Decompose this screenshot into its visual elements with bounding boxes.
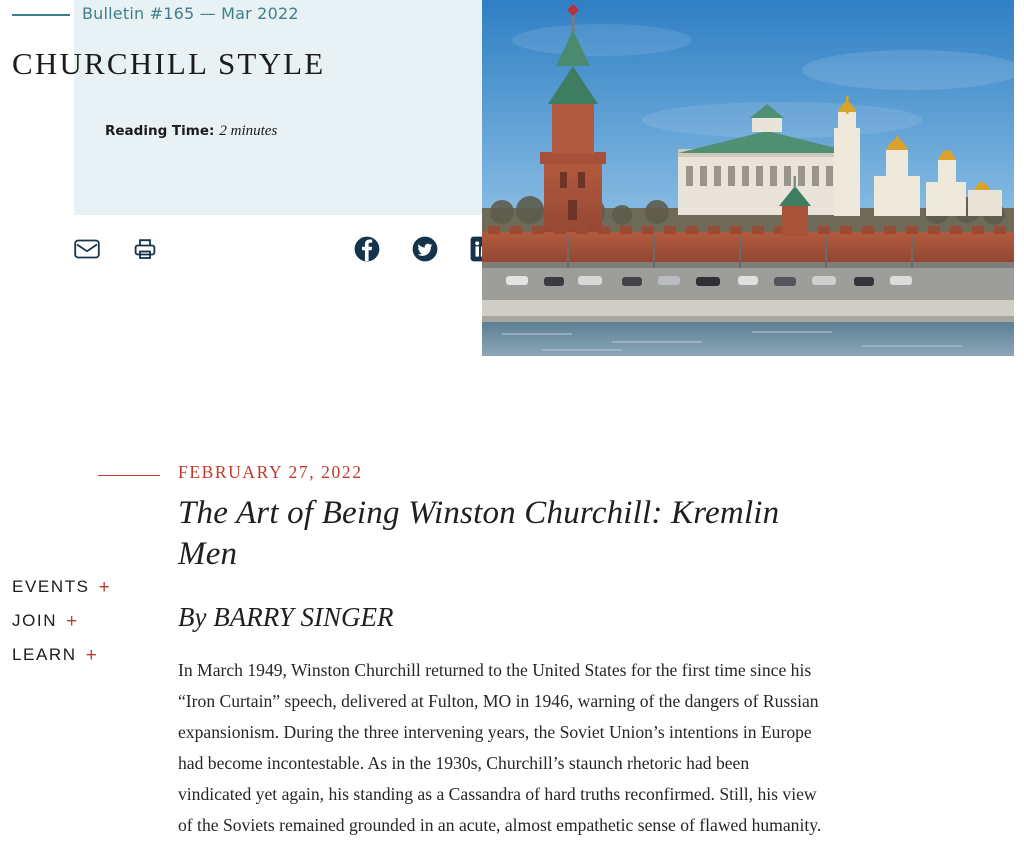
plus-icon[interactable]: + — [98, 576, 112, 598]
sidebar-nav — [12, 570, 162, 672]
article-date: FEBRUARY 27, 2022 — [178, 462, 363, 482]
article-banner — [0, 0, 1024, 360]
article-body: In March 1949, Winston Churchill returned to the United States for the first time since his “Iron Curtain” speech, delivered at Fulton, MO in 1946, warning of the dangers of Russian expansionism. During the three intervening years, the Soviet Union’s intentions in Europe had become incontestable. As in the 1930s, Churchill’s staunch rhetoric had been vindicated yet again, his standing as a Cassandra of hard truths reconfirmed. Still, his view of the Soviets remained grounded in an acute, almost empathetic sense of flawed humanity. — [178, 659, 822, 836]
page-title: The Art of Being Winston Churchill: Kremlin Men — [178, 495, 780, 573]
twitter-icon[interactable] — [410, 234, 440, 264]
banner-title: CHURCHILL STYLE — [12, 46, 326, 81]
printer-icon[interactable] — [130, 234, 160, 264]
facebook-icon[interactable] — [352, 234, 382, 264]
article — [178, 462, 826, 841]
sidebar-item-learn[interactable] — [12, 638, 162, 672]
article-byline: By BARRY SINGER — [178, 601, 394, 632]
share-tools — [352, 234, 498, 264]
article-tools — [72, 234, 160, 264]
banner-tint-panel — [74, 0, 482, 215]
sidebar-item-label: EVENTS — [12, 577, 90, 596]
envelope-icon[interactable] — [72, 234, 102, 264]
plus-icon[interactable]: + — [66, 610, 79, 632]
sidebar-item-join[interactable] — [12, 604, 162, 638]
reading-time-value: 2 minutes — [219, 123, 278, 139]
plus-icon[interactable]: + — [85, 644, 99, 666]
date-rule — [98, 475, 160, 476]
sidebar-item-label: JOIN — [12, 611, 58, 630]
reading-time — [105, 123, 277, 140]
hero-image — [482, 0, 1014, 356]
sidebar-item-events[interactable] — [12, 570, 162, 604]
bulletin-label: Bulletin #165 — Mar 2022 — [82, 4, 299, 23]
bulletin-rule — [12, 14, 70, 16]
reading-time-label: Reading Time: — [105, 123, 215, 139]
sidebar-item-label: LEARN — [12, 645, 77, 664]
